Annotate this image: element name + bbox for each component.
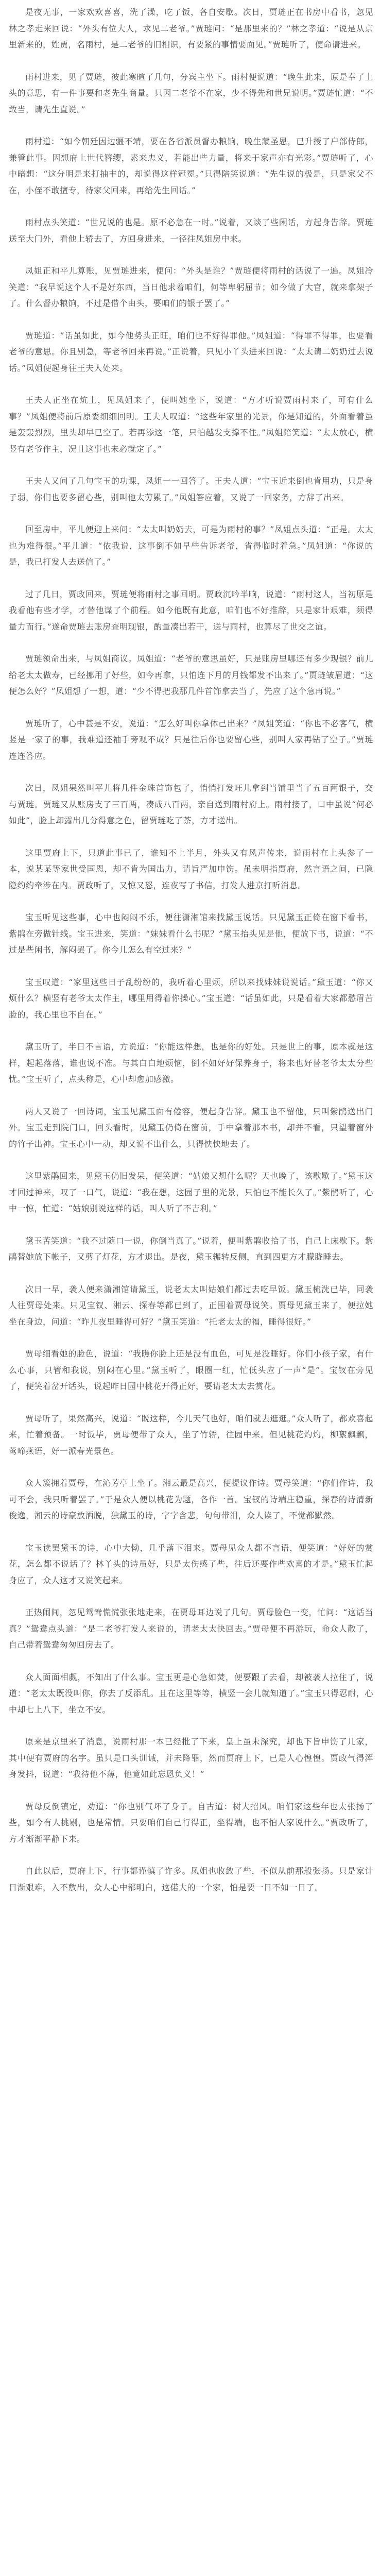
paragraph: 贾琏领命出来，与凤姐商议。凤姐道：“老爷的意思虽好，只是账房里哪还有多少现银？前儿给老太太做寿，已经挪用了好些，如今再拿，只怕连下月的月钱都发不出来了。”贾琏皱眉道：“这便怎么好？”凤姐想了一想，道：“少不得把我那几件首饰拿去当了，先应了这个急再说。” <box>9 654 373 696</box>
paragraph: 次日，凤姐果然叫平儿将几件金珠首饰包了，悄悄打发旺儿拿到当铺里当了五百两银子，交与贾琏。贾琏又从账房支了三百两，凑成八百两，亲自送到雨村府上。雨村接了，口中虽说“何必如此”，脸上却露出几分得意之色，留贾琏吃了茶，方才送出。 <box>9 783 373 825</box>
paragraph: 两人又说了一回诗词，宝玉见黛玉面有倦容，便起身告辞。黛玉也不留他，只叫紫鹃送出门外。宝玉走到院门口，回头看时，见黛玉仍倚在窗前，手中拿着那本书，却并不看，只望着窗外的竹子出神。宝玉心中一动，却又说不出什么，只得怏怏地去了。 <box>9 1106 373 1149</box>
paragraph: 雨村道：“如今朝廷因边疆不靖，要在各省派员督办粮饷，晚生蒙圣恩，已升授了户部侍郎，兼管此事。因想府上世代簪缨，素来忠义，若能出些力量，将来于家声亦有光彩。”贾琏听了，心中暗想：“这分明是来打抽丰的，却说得这样冠冕。”只得陪笑说道：“先生说的极是，只是家父不在，小侄不敢擅专，待家父回来，再给先生回话。” <box>9 137 373 195</box>
paragraph: 雨村进来，见了贾琏，彼此寒暄了几句，分宾主坐下。雨村便说道：“晚生此来，原是奉了上头的意思，有一件事要和老先生商量。只因二老爷不在家，少不得先和世兄说明。”贾琏忙道：“不敢当，请先生直说。” <box>9 72 373 114</box>
article-body <box>9 4 373 1911</box>
paragraph: 贾母细看她的脸色，说道：“我瞧你脸上还是没有血色，可见是没睡好。你们小孩子家，有什么心事，只管和我说，别闷在心里。”黛玉听了，眼圈一红，忙低头应了一声“是”。宝钗在旁见了，便笑着岔开话头，说起昨日园中桃花开得正好，要请老太太去赏花。 <box>9 1349 373 1391</box>
paragraph: 原来是京里来了消息，说雨村那一本已经批了下来，皇上虽未深究，却也下旨申饬了几家，其中便有贾府的名字。虽只是口头训诫，并未降罪，然而贾府上下，已是人心惶惶。贾政气得浑身发抖，说道：“我待他不薄，他竟如此忘恩负义！” <box>9 1737 373 1779</box>
paragraph: 宝玉听见这些事，心中也闷闷不乐，便往潇湘馆来找黛玉说话。只见黛玉正倚在窗下看书，紫鹃在旁做针线。宝玉进来，笑道：“妹妹看什么书呢？”黛玉抬头见是他，便放下书，说道：“不过是些闲书，解闷罢了。你今儿怎么有空过来？” <box>9 912 373 955</box>
paragraph: 王夫人又问了几句宝玉的功课，凤姐一一回答了。王夫人道：“宝玉近来倒也肯用功，只是身子弱，你们也要多留心些，别叫他太劳累了。”凤姐答应着，又说了一回家务，方辞了出来。 <box>9 476 373 502</box>
paragraph: 贾母反倒镇定，劝道：“你也别气坏了身子。自古道：树大招风。咱们家这些年也太张扬了些，如今有人挑剔，也是常情。只要咱们自己行得正，坐得端，也不怕人家说什么。”贾政听了，方才渐渐平静下来。 <box>9 1801 373 1844</box>
paragraph: 雨村点头笑道：“世兄说的也是。原不必急在一时。”说着，又谈了些闲话，方起身告辞。贾琏送至大门外，看他上轿去了，方回身进来，一径往凤姐房中来。 <box>9 217 373 244</box>
paragraph: 回至房中，平儿便迎上来问：“太太叫奶奶去，可是为雨村的事？”凤姐点头道：“正是。太太也为难得很。”平儿道：“依我说，这事倒不如早些告诉老爷，省得临时着急。”凤姐道：“你说的是，我已打发人去送信了。” <box>9 524 373 567</box>
paragraph: 众人簇拥着贾母，在沁芳亭上坐了。湘云最是高兴，便提议作诗。贾母笑道：“你们作诗，我可不会，我只听着罢了。”于是众人便以桃花为题，各作一首。宝钗的诗端庄稳重，探春的诗清新俊逸，湘云的诗豪放洒脱，独黛玉的诗，字字含悲，句句带泪，众人读了，不觉都默然。 <box>9 1478 373 1520</box>
paragraph: 过了几日，贾政回来，贾琏便将雨村之事回明。贾政沉吟半晌，说道：“雨村这人，当初原是我看他有些才学，才替他谋了个前程。如今他既有此意，咱们也不好推辞，只是家计艰难，须得量力而行。”遂命贾琏去账房查明现银，酌量凑出若干，送与雨村，也算尽了世交之谊。 <box>9 589 373 632</box>
paragraph: 王夫人正坐在炕上，见凤姐来了，便叫她坐下，说道：“方才听说贾雨村来了，可有什么事？”凤姐便将前后原委细细回明。王夫人叹道：“这些年家里的光景，你是知道的，外面看着虽是轰轰烈烈，里头却早已空了。若再添这一笔，只怕越发支撑不住。”凤姐陪笑道：“太太放心，横竖有老爷作主，况且这事也未必就定了。” <box>9 395 373 454</box>
paragraph: 贾琏听了，心中甚是不安，说道：“怎么好叫你拿体己出来？”凤姐笑道：“你也不必客气，横竖是一家子的事，我难道还袖手旁观不成？只是往后你也要留心些，别叫人家再钻了空子。”贾琏连连答应。 <box>9 718 373 761</box>
paragraph: 是夜无事，一家欢欢喜喜，洗了澡，吃了饭，各自安歇。次日，贾琏正在书房中看书，忽见林之孝走来回说：“外头有位大人，求见二老爷。”贾琏问：“是那里来的？”林之孝道：“说是从京里新来的，姓贾，名雨村，是二老爷的旧相识，有要紧的事情要面见。”贾琏听了，便命请进来。 <box>9 7 373 49</box>
paragraph: 贾琏道：“话虽如此，如今他势头正旺，咱们也不好得罪他。”凤姐道：“得罪不得罪，也要看老爷的意思。你且别急，等老爷回来再说。”正说着，只见小丫头进来回说：“太太请二奶奶过去说话。”凤姐便起身往王夫人处来。 <box>9 330 373 373</box>
paragraph: 宝玉读罢黛玉的诗，心中大恸，几乎落下泪来。贾母见众人都不言语，便笑道：“好好的赏花，怎么都不说话了？林丫头的诗虽好，只是太伤感了些，往后还要作些欢喜的才是。”黛玉忙起身应了，众人这才又说笑起来。 <box>9 1543 373 1585</box>
paragraph: 黛玉听了，半日不言语，方说道：“你能这样想，也是你的好处。只是世上的事，原本就是这样，起起落落，谁也说不准。与其白白地烦恼，倒不如好好保养身子，将来也好替老爷太太分些忧。”宝玉听了，点头称是，心中却愈加感激。 <box>9 1042 373 1084</box>
paragraph: 这里贾府上下，只道此事已了，谁知不上半月，外头又有风声传来，说雨村在上头参了一本，说某某等家世受国恩，却不肯为国出力，请旨严加申饬。虽未明指贾府，然言语之间，已隐隐约约牵涉在内。贾政听了，又惊又怒，连夜写了书信，打发人进京打听消息。 <box>9 848 373 890</box>
paragraph: 这里紫鹃回来，见黛玉仍旧发呆，便笑道：“姑娘又想什么呢？天也晚了，该歇歇了。”黛玉这才回过神来，叹了一口气，说道：“我在想，这园子里的光景，只怕也不能长久了。”紫鹃听了，心中一惊，忙道：“姑娘别说这样的话，叫人听了不吉利。” <box>9 1171 373 1213</box>
paragraph: 众人面面相觑，不知出了什么事。宝玉更是心急如焚，便要跟了去看，却被袭人拉住了，说道：“老太太既没叫你，你去了反添乱。且在这里等等，横竖一会儿就知道了。”宝玉只得忍耐，心中却七上八下，坐立不安。 <box>9 1672 373 1715</box>
paragraph: 凤姐正和平儿算账，见贾琏进来，便问：“外头是谁？”贾琏便将雨村的话说了一遍。凤姐冷笑道：“我早说这个人不是好东西，当日他求着咱们，何等卑躬屈节；如今做了大官，就来拿架子了。什么督办粮饷，不过是借个由头，要咱们的银子罢了。” <box>9 266 373 308</box>
paragraph: 贾母听了，果然高兴，说道：“既这样，今儿天气也好，咱们就去逛逛。”众人听了，都欢喜起来，忙着预备。一时饭毕，贾母便带了众人，坐了竹轿，往园中来。但见桃花灼灼，柳絮飘飘，莺啼燕语，好一派春光景色。 <box>9 1413 373 1456</box>
paragraph: 宝玉叹道：“家里这些日子乱纷纷的，我听着心里烦，所以来找妹妹说说话。”黛玉道：“你又烦什么？横竖有老爷太太作主，哪里用得着你操心。”宝玉道：“话虽如此，只是看着大家都愁眉苦脸的，我心里也不自在。” <box>9 977 373 1020</box>
paragraph: 次日一早，袭人便来潇湘馆请黛玉，说老太太叫姑娘们都过去吃早饭。黛玉梳洗已毕，同袭人往贾母处来。只见宝钗、湘云、探春等都已到了，正围着贾母说笑。贾母见黛玉来了，便拉她坐在身边，问道：“昨儿夜里睡得可好？”黛玉笑道：“托老太太的福，睡得很好。” <box>9 1284 373 1327</box>
paragraph: 自此以后，贾府上下，行事都谨慎了许多。凤姐也收敛了些，不似从前那般张扬。只是家计日渐艰难，入不敷出，众人心中都明白，这偌大的一个家，怕是要一日不如一日了。 <box>9 1866 373 1892</box>
paragraph: 正热闹间，忽见鸳鸯慌慌张张地走来，在贾母耳边说了几句。贾母脸色一变，忙问：“这话当真？”鸳鸯点头道：“是二老爷打发人来说的，请老太太快回去。”贾母便不再游玩，命众人散了，自己带着鸳鸯匆匆回房去了。 <box>9 1607 373 1650</box>
paragraph: 黛玉苦笑道：“我不过随口一说，你倒当真了。”说着，便叫紫鹃收拾了书，自己上床歇下。紫鹃替她放下帐子，又剪了灯花，方才退出。是夜，黛玉辗转反侧，直到四更方才朦胧睡去。 <box>9 1235 373 1262</box>
